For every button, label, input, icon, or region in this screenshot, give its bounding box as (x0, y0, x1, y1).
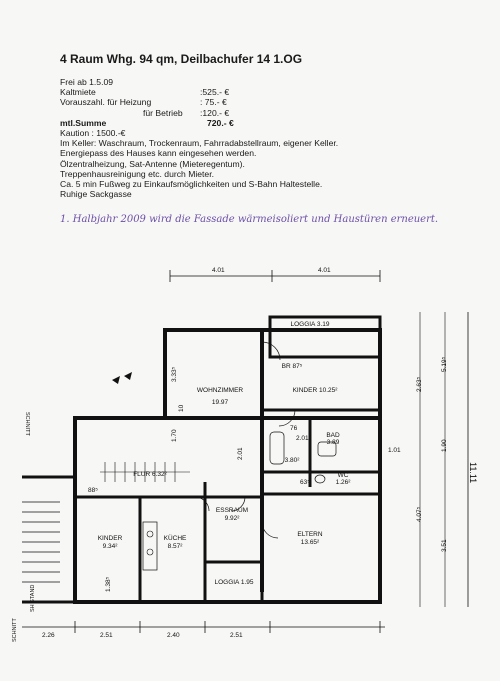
room-essraum-area: 9.92² (224, 515, 240, 522)
dim-bottom-4: 2.51 (230, 632, 243, 639)
fussweg-line: Ca. 5 min Fußweg zu Einkaufsmöglichkeiten und S-Bahn Haltestelle. (60, 178, 323, 189)
dim-right-1: 5.19⁵ (441, 356, 448, 372)
room-wc-name: WC (337, 472, 349, 479)
room-flur: FLUR 6.32² (133, 471, 167, 478)
room-wohnzimmer-area: 19.97 (211, 399, 229, 406)
handwritten-note: 1. Halbjahr 2009 wird die Fassade wärmeisoliert und Haustüren erneuert. (60, 214, 439, 225)
dim-w-63: 63⁵ (300, 479, 310, 486)
energiepass-line: Energiepass des Hauses kann eingesehen werden. (60, 148, 257, 159)
kaution-line: Kaution : 1500.-€ (60, 127, 126, 138)
listing-details (60, 77, 460, 199)
treppenhaus-line: Treppenhausreinigung etc. durch Mieter. (60, 168, 214, 179)
room-loggia-top: LOGGIA 3.19 (290, 321, 330, 328)
dim-mid-1: 2.01 (237, 447, 244, 460)
dim-w-76: 76 (290, 425, 298, 432)
dim-bottom-2: 2.51 (100, 632, 113, 639)
heizung-line: Ölzentralheizung, Sat-Antenne (Mieteregentum). (60, 158, 245, 169)
room-kinder-top-name: KINDER 10.25² (292, 387, 338, 394)
room-eltern-name: ELTERN (297, 531, 323, 538)
north-arrow-icon (112, 372, 132, 384)
betrieb-row (60, 108, 460, 118)
room-eltern-area: 13.65² (300, 539, 320, 546)
room-br: BR 87⁵ (281, 363, 303, 370)
summe-row (60, 118, 460, 128)
summe-label: mtl.Summe (60, 117, 107, 128)
betrieb-label: für Betrieb (143, 107, 183, 118)
room-kinder-left-name: KINDER (97, 535, 123, 542)
frei-ab-line: Frei ab 1.5.09 (60, 77, 114, 87)
dim-mid-2: 2.01 (296, 435, 309, 442)
heizung-value: : 75.- € (200, 97, 227, 108)
sackgasse-line: Ruhige Sackgasse (60, 189, 132, 200)
betrieb-value: :120.- € (200, 107, 230, 118)
room-essraum-name: ESSRAUM (215, 507, 249, 514)
dim-bottom-1: 2.26 (42, 632, 55, 639)
room-kinder-left-area: 9.34² (102, 543, 118, 550)
dim-top-right: 4.01 (318, 267, 331, 274)
heizung-row (60, 97, 460, 107)
dim-top-left: 4.01 (212, 267, 225, 274)
dim-bottom-3: 2.40 (167, 632, 180, 639)
kaltmiete-label: Kaltmiete (60, 87, 96, 98)
room-wc-area: 1.26² (335, 479, 351, 486)
dim-left-1: 3.33⁵ (171, 366, 178, 382)
dim-left-3: 10 (178, 404, 185, 412)
room-bad-name: BAD (326, 432, 340, 439)
summe-value: 720.- € (207, 117, 234, 128)
room-kueche-area: 8.57² (167, 543, 183, 550)
kaltmiete-value: :525.- € (200, 87, 230, 98)
label-schnitt: SCHNITT (12, 618, 18, 642)
dim-right-3: 4.07⁵ (416, 506, 423, 522)
dim-right-6: 1.90 (441, 439, 448, 452)
dim-left-2: 1.70 (171, 429, 178, 442)
floor-plan (0, 262, 500, 681)
room-bad-area: 3.89 (326, 439, 340, 446)
dim-right-2: 2.63⁵ (416, 376, 423, 392)
listing-title: 4 Raum Whg. 94 qm, Deilbachufer 14 1.OG (60, 52, 303, 66)
keller-line: Im Keller: Waschraum, Trockenraum, Fahrradabstellraum, eigener Keller. (60, 138, 339, 149)
label-schnitt-top: SCHNITT (24, 412, 30, 436)
dim-right-total: 11.11 (468, 462, 478, 484)
dim-w-88: 88⁵ (88, 487, 98, 494)
label-stand: SH STAND (30, 584, 36, 612)
room-wohnzimmer-name: WOHNZIMMER (196, 387, 244, 394)
heizung-label: Vorauszahl. für Heizung (60, 97, 152, 108)
room-abst-area: 3.80² (284, 457, 300, 464)
room-loggia-bottom: LOGGIA 1.95 (214, 579, 254, 586)
dim-right-4: 3.51 (441, 539, 448, 552)
room-kueche-name: KÜCHE (163, 535, 187, 542)
kaltmiete-row (60, 87, 460, 97)
dim-right-5: 1.01 (388, 447, 401, 454)
dim-w-1385: 1.38⁵ (105, 576, 112, 592)
